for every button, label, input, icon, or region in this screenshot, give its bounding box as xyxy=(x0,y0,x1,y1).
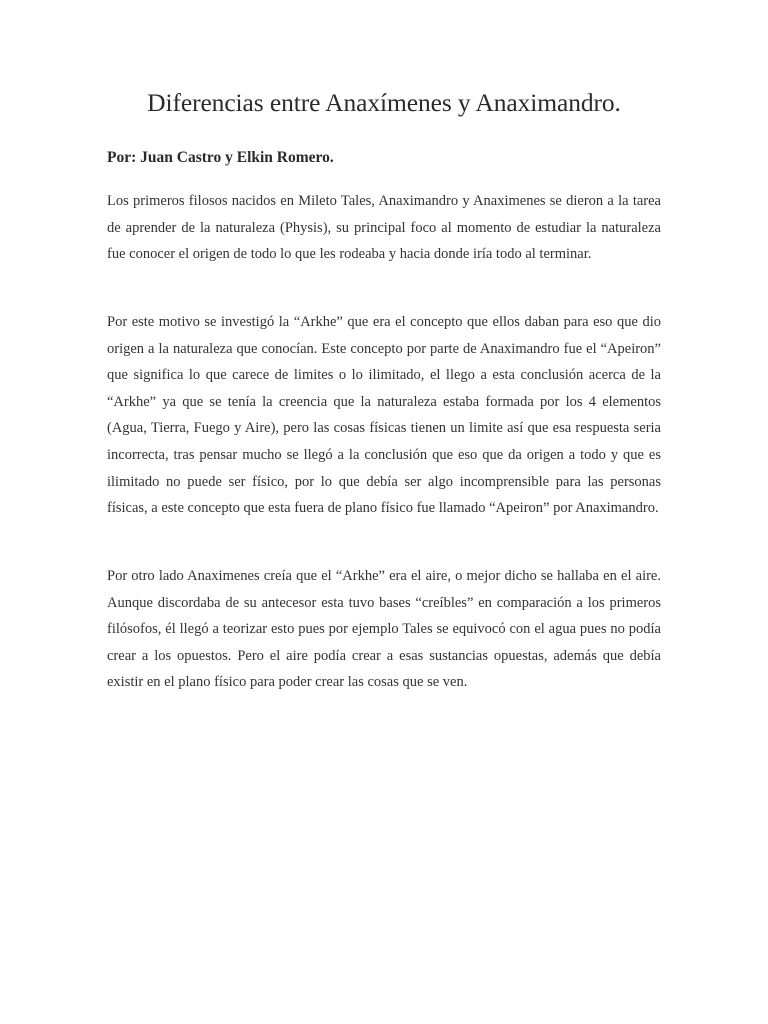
document-byline: Por: Juan Castro y Elkin Romero. xyxy=(107,149,334,166)
document-title: Diferencias entre Anaxímenes y Anaximandro. xyxy=(147,88,621,117)
paragraph-3: Por otro lado Anaximenes creía que el “Arkhe” era el aire, o mejor dicho se hallaba en el aire. Aunque discordaba de su antecesor esta tuvo bases “creíbles” en comparación a los primeros filósofos, él llegó a teorizar esto pues por ejemplo Tales se equivocó con el agua pues no podía crear a los opuestos. Pero el aire podía crear a esas sustancias opuestas, además que debía existir en el plano físico para poder crear las cosas que se ven. xyxy=(107,568,661,691)
paragraph-2: Por este motivo se investigó la “Arkhe” que era el concepto que ellos daban para eso que dio origen a la naturaleza que conocían. Este concepto por parte de Anaximandro fue el “Apeiron” que significa lo que carece de limites o lo ilimitado, el llego a esta conclusión acerca de la “Arkhe” ya que se tenía la creencia que la naturaleza estaba formada por los 4 elementos (Agua, Tierra, Fuego y Aire), pero las cosas físicas tienen un limite así que esa respuesta seria incorrecta, tras pensar mucho se llegó a la conclusión que eso que da origen a todo y que es ilimitado no puede ser físico, por lo que debía ser algo incomprensible para las personas físicas, a este concepto que esta fuera de plano físico fue llamado “Apeiron” por Anaximandro. xyxy=(107,314,661,517)
paragraph-1: Los primeros filosos nacidos en Mileto Tales, Anaximandro y Anaximenes se dieron a la tarea de aprender de la naturaleza (Physis), su principal foco al momento de estudiar la naturaleza fue conocer el origen de todo lo que les rodeaba y hacia donde iría todo al terminar. xyxy=(107,193,661,263)
